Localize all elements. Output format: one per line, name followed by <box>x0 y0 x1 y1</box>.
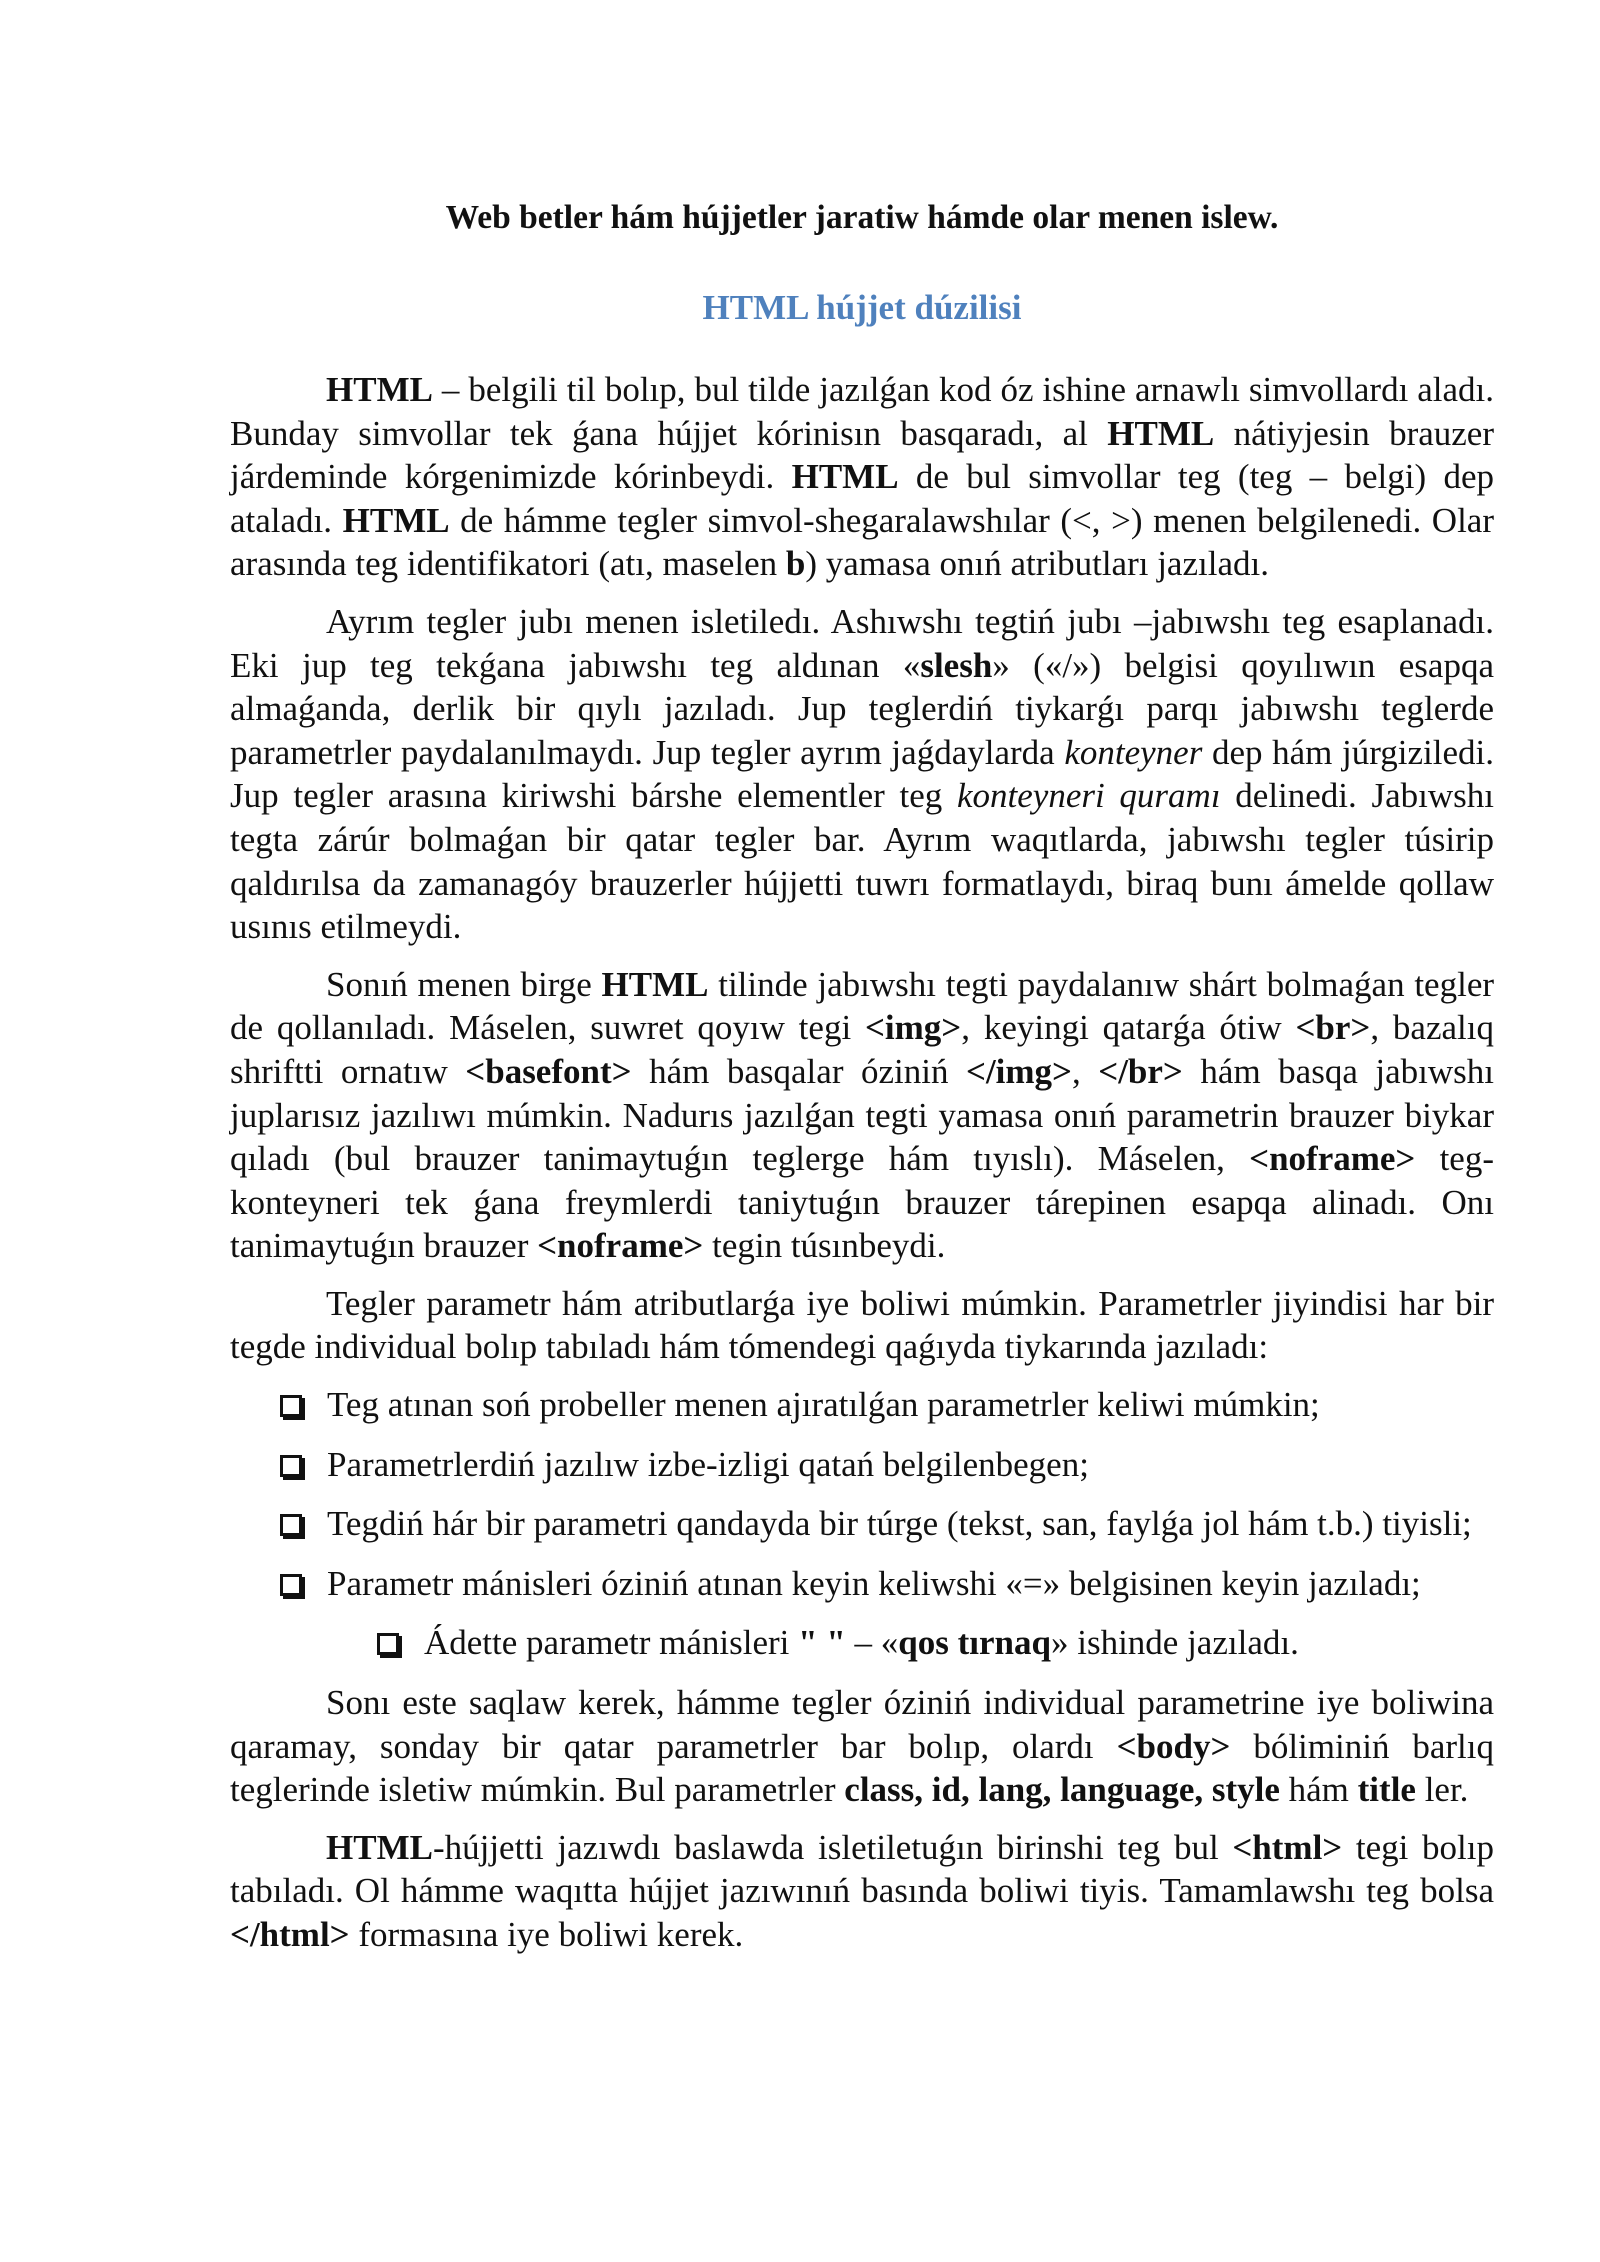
checkbox-bullet-icon <box>280 1455 302 1477</box>
checkbox-bullet-icon <box>280 1514 302 1536</box>
checkbox-bullet-icon <box>280 1574 302 1596</box>
paragraph-html-definition: HTML – belgili til bolıp, bul tilde jazılǵan kod óz ishine arnawlı simvollardı aladı. Bunday simvollar tek ǵana hújjet kórinisın basqaradı, al HTML nátiyjesin brauzer járdeminde kórgenimizde kórinbeydi. HTML de bul simvollar teg (teg – belgi) dep ataladı. HTML de hámme tegler simvol-shegaralawshılar (<, >) menen belgilenedi. Olar arasında teg identifikatori (atı, maselen b) yamasa onıń atributları jazıladı. <box>230 370 1494 584</box>
document-page <box>230 196 1494 1971</box>
term-html: HTML <box>791 457 899 497</box>
paragraph-parameters-intro: Tegler parametr hám atributlarǵa iye boliwi múmkin. Parametrler jiyindisi har bir tegde individual bolıp tabıladı hám tómendegi qaǵıyda tiykarında jazıladı: <box>230 1283 1494 1367</box>
term-konteyner: konteyner <box>1064 732 1203 772</box>
paragraph-unpaired-tags: Sonıń menen birge HTML tilinde jabıwshı tegti paydalanıw shárt bolmaǵan tegler de qollanıladı. Máselen, suwret qoyıw tegi <img>, keyingi qatarǵa ótiw <br>, bazalıq shriftti ornatıw <basefont> hám basqalar óziniń </img>, </br> hám basqa jabıwshı juplarısız jazılıwı múmkin. Nadurıs jazılǵan tegti yamasa onıń parametrin brauzer biykar qıladı (bul brauzer tanimaytuǵın teglerge hám tıyıslı). Máselen, <noframe> teg-konteyneri tek ǵana freymlerdi taniytuǵın brauzer tárepinen esapqa alinadı. Onı tanimaytuǵın brauzer <noframe> tegin túsınbeydi. <box>230 964 1495 1266</box>
paragraph-html-tag: HTML-hújjetti jazıwdı baslawda isletiletuǵın birinshi teg bul <html> tegi bolıp tabıladı. Ol hámme waqıtta hújjet jazıwınıń basında boliwi tiyis. Tamamlawshı teg bolsa </html> formasına iye boliwi kerek. <box>230 1827 1494 1954</box>
term-html: HTML <box>342 500 450 540</box>
parameter-rules-list <box>230 1383 1494 1665</box>
list-item: Tegdiń hár bir parametri qandayda bir túrge (tekst, san, faylǵa jol hám t.b.) tiyisli; <box>230 1502 1494 1546</box>
term-slesh: slesh <box>920 645 993 685</box>
list-item: Ádette parametr mánisleri " " – «qos tırnaq» ishinde jazıladı. <box>230 1621 1494 1665</box>
section-heading: HTML hújjet dúzilisi <box>702 288 1022 327</box>
term-html: HTML <box>1107 413 1215 453</box>
checkbox-bullet-icon <box>377 1633 399 1655</box>
list-item: Parametrlerdiń jazılıw izbe-izligi qatań belgilenbegen; <box>230 1443 1494 1487</box>
paragraph-common-parameters: Sonı este saqlaw kerek, hámme tegler óziniń individual parametrine iye boliwina qaramay, sonday bir qatar parametrler bar bolıp, olardı <body> bóliminiń barlıq teglerinde isletiw múmkin. Bul parametrler class, id, lang, language, style hám title ler. <box>230 1683 1494 1810</box>
term-html: HTML <box>326 370 433 409</box>
paragraph-paired-tags: Ayrım tegler jubı menen isletiledı. Ashıwshı tegtiń jubı –jabıwshı teg esaplanadı. Eki jup teg tekǵana jabıwshı teg aldınan «slesh» («/») belgisi qoyılıwın esapqa almaǵanda, derlik bir qıylı jazıladı. Jup teglerdiń tiykarǵı parqı jabıwshı teglerde parametrler paydalanılmaydı. Jup tegler ayrım jaǵdaylarda konteyner dep hám júrgiziledi. Jup tegler arasına kiriwshi bárshe elementler teg konteyneri quramı delinedi. Jabıwshı tegta zárúr bolmaǵan bir qatar tegler bar. Ayrım waqıtlarda, jabıwshı tegler túsirip qaldırılsa da zamanagóy brauzerler hújjetti tuwrı formatlaydı, biraq bunı ámelde qollaw usınıs etilmeydi. <box>230 601 1495 947</box>
checkbox-bullet-icon <box>280 1395 302 1417</box>
list-item: Teg atınan soń probeller menen ajıratılǵan parametrler keliwi múmkin; <box>230 1383 1494 1427</box>
list-item: Parametr mánisleri óziniń atınan keyin keliwshi «=» belgisinen keyin jazıladı; <box>230 1562 1494 1606</box>
term-b: b <box>785 544 806 584</box>
term-konteyneri-quram: konteyneri quramı <box>957 776 1221 816</box>
document-title: Web betler hám hújjetler jaratiw hámde olar menen islew. <box>445 199 1279 236</box>
